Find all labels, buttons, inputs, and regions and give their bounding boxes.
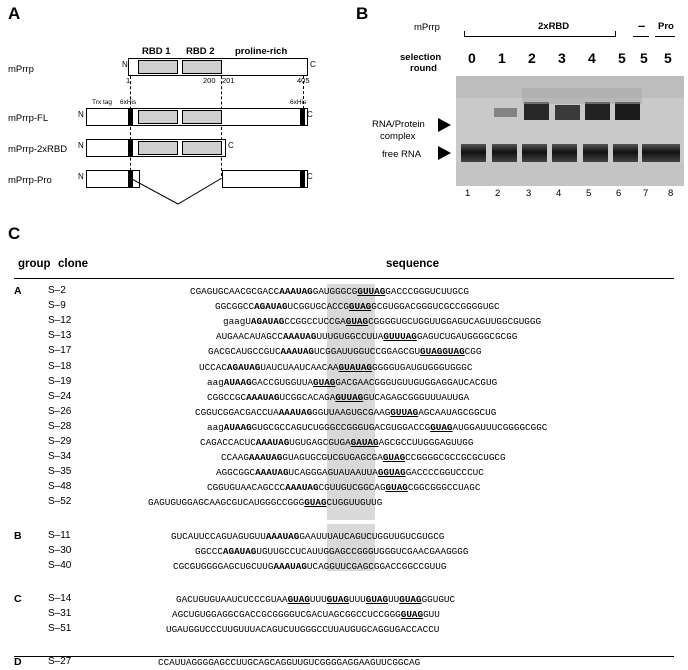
n-terminus-pro: N: [78, 172, 84, 181]
rbd2-box-mprrp: [182, 60, 222, 74]
domain-label-proline: proline-rich: [235, 46, 288, 57]
lane-num-1: 1: [465, 188, 471, 199]
sequence-text: CGAGUGCAACGCGACCAAAUAGGAUGGGCGGUUAGGACCCGGGUCUUGCG: [190, 286, 469, 297]
deletion-vee: [130, 178, 226, 206]
lane-num-2: 2: [495, 188, 501, 199]
sequence-row: [0, 329, 688, 344]
round-1: 1: [498, 50, 506, 66]
position-201: 201: [222, 76, 235, 85]
sequence-row: [0, 405, 688, 420]
pro-bracket-line: [655, 36, 675, 37]
round-2: 2: [528, 50, 536, 66]
sequence-row: [0, 284, 688, 299]
row-label-selection-2: round: [410, 63, 437, 74]
group-label: D: [14, 656, 22, 669]
clone-label: S–13: [48, 330, 72, 342]
position-405: 405: [297, 76, 310, 85]
sequence-row: [0, 495, 688, 510]
c-terminus-mprrp: C: [310, 60, 316, 69]
column-header-clone: clone: [58, 258, 89, 270]
group-label: A: [14, 285, 22, 297]
rbd1-box-fl: [138, 110, 178, 124]
clone-label: S–30: [48, 544, 72, 556]
sequence-text: CAGACCACUCAAAUAGUGUGAGCGUGAGAUAGAGCGCCUUGGGAGUUGG: [200, 437, 474, 448]
sequence-text: GAGUGUGGAGCAAGCGUCAUGGGCCGGGGUAGCUGGUUGUUG: [148, 497, 383, 509]
sequence-row: [0, 559, 688, 574]
domain-label-rbd1: RBD 1: [142, 46, 171, 57]
round-3: 3: [558, 50, 566, 66]
sequence-text: AGCUGUGGAGGCGACCGCGGGGUCGACUAGCGGCCUCCGGGGUAGGUU: [172, 608, 440, 620]
lane-num-8: 8: [668, 188, 674, 199]
c-terminus-fl: C: [307, 110, 313, 119]
group-bracket-tick-right: [615, 31, 616, 37]
his-tag-block-2xrbd: [128, 139, 133, 157]
c-terminus-2xrbd: C: [228, 141, 234, 150]
guide-dash-1: [130, 76, 131, 176]
clone-label: S–17: [48, 345, 72, 357]
position-200: 200: [203, 76, 216, 85]
group-label-2xrbd: 2xRBD: [538, 21, 570, 32]
header-rule-top: [14, 278, 674, 279]
construct-bar-pro-right: [222, 170, 308, 188]
group-bracket-tick-left: [464, 31, 465, 37]
clone-label: S–14: [48, 592, 72, 604]
sequence-row: [0, 529, 688, 544]
clone-label: S–35: [48, 466, 72, 478]
panel-b: [352, 0, 688, 210]
clone-label: S–28: [48, 420, 72, 432]
construct-label-mprrp-fl: mPrrp-FL: [8, 113, 49, 124]
sequence-row: [0, 420, 688, 435]
rbd2-box-fl: [182, 110, 222, 124]
panel-c-letter: C: [8, 224, 21, 243]
arrow-free-rna-icon: [438, 146, 451, 160]
clone-label: S–29: [48, 436, 72, 447]
his-tag-label-1: 6xHis: [120, 99, 137, 106]
his-tag-block-fl-right: [300, 108, 305, 126]
gel-bands: [456, 76, 684, 186]
sequence-text: AGGCGGCAAAUAGUCAGGGAGUAUAAUUAGGUAGGACCCCGGUCCCUC: [216, 467, 484, 479]
clone-label: S–34: [48, 451, 72, 463]
sequence-text: GGCGGCCAGAUAGUCGGUGCACCGGUAGGCGUGGACGGGUCGCCGGGGUGC: [215, 301, 500, 313]
his-tag-block-fl-left: [128, 108, 133, 126]
sequence-row: [0, 607, 688, 622]
round-5b: 5: [640, 50, 648, 66]
rbd1-box-mprrp: [138, 60, 178, 74]
lane-num-5: 5: [586, 188, 592, 199]
sequence-row: [0, 360, 688, 375]
lane-num-6: 6: [616, 188, 622, 199]
sequence-text: GACGCAUGCCGUCAAAUAGUCGGAUUGGUCCGGAGCGUGUAGGUAGCGG: [208, 346, 482, 358]
sequence-row: [0, 435, 688, 450]
clone-label: S–9: [48, 300, 66, 312]
guide-dash-2: [221, 76, 222, 176]
sequence-row: [0, 375, 688, 390]
sequence-text: aagAUAAGGACCGUGGUUAGUAGGACGAACGGGUGUUGUGGAGGAUCACGUG: [207, 376, 498, 388]
label-pro: Pro: [658, 21, 674, 32]
group-bracket-line: [464, 36, 616, 37]
sequence-text: CCAUUAGGGGAGCCUUGCAGCAGGUUGUCGGGGAGGAAGUUCGGCAG: [158, 657, 421, 669]
his-tag-block-pro-right: [300, 170, 305, 188]
annotation-complex-line2: complex: [380, 131, 416, 142]
his-tag-label-2: 6xHis: [290, 99, 307, 106]
sequence-row: [0, 465, 688, 480]
position-1: 1: [126, 76, 131, 85]
sequence-text: aagAUAAGGUGCGCCAGUCUGGGCCGGGUGACGUGGACCGGUAGAUGGAUUUCGGGGCGGC: [207, 421, 548, 433]
sequence-row: [0, 299, 688, 314]
sequence-row: [0, 480, 688, 495]
clone-label: S–11: [48, 529, 71, 541]
n-terminus-fl: N: [78, 110, 84, 119]
arrow-complex-icon: [438, 118, 451, 132]
gel-image: [456, 76, 684, 186]
clone-label: S–52: [48, 496, 72, 508]
clone-label: S–12: [48, 315, 72, 327]
round-0: 0: [468, 50, 476, 66]
clone-label: S–2: [48, 285, 66, 296]
panel-a-letter: A: [8, 4, 21, 23]
domain-label-rbd2: RBD 2: [186, 46, 215, 57]
clone-label: S–24: [48, 390, 72, 402]
sequence-text: gaagUAGAUAGCCGGCCUCCGAGUAGCGGGGUGCUGGUUGGAGUCAGUUGGCGUGGG: [223, 316, 542, 328]
lane-num-3: 3: [526, 188, 532, 199]
sequence-text: CGGCCGCAAAUAGUCGGCACAGAGUUAGGUCAGAGCGGGUUUAUUGA: [207, 391, 470, 403]
sequence-row: [0, 592, 688, 607]
rbd2-box-2xrbd: [182, 141, 222, 155]
sequence-text: UGAUGGUCCCUUGUUUACAGUCUUGGGCCUUAUGUGCAGGUGACCACCU: [166, 624, 440, 635]
round-5a: 5: [618, 50, 626, 66]
sequence-row: [0, 314, 688, 329]
clone-label: S–40: [48, 559, 72, 571]
annotation-complex-line1: RNA/Protein: [372, 119, 425, 130]
panel-b-letter: B: [356, 4, 369, 23]
row-label-selection-1: selection: [400, 52, 442, 63]
clone-label: S–26: [48, 405, 72, 417]
clone-label: S–48: [48, 481, 72, 493]
construct-label-pro: mPrrp-Pro: [8, 175, 52, 186]
construct-label-mprrp: mPrrp: [8, 64, 34, 75]
group-label: C: [14, 592, 22, 605]
n-terminus-2xrbd: N: [78, 141, 84, 150]
clone-label: S–19: [48, 375, 72, 387]
lane-num-7: 7: [643, 188, 649, 199]
sequence-text: CGGUGUAACAGCCCAAAUAGCGUUGUCGGCAGGUAGCGGCGGGCCUAGC: [207, 482, 481, 494]
row-label-mprrp: mPrrp: [414, 22, 440, 33]
clone-label: S–18: [48, 360, 72, 372]
sequence-text: GACUGUGUAAUCUCCCGUAAGUAGUUUGUAGUUUGUAGUUGUAGGGUGUC: [176, 593, 456, 605]
clone-label: S–31: [48, 607, 72, 619]
sequence-row: [0, 450, 688, 465]
sequence-row: [0, 544, 688, 559]
sequence-text: CGCGUGGGGAGCUGCUUGAAAUAGUCAGGUUCGAGCGGACCGGCCGUUG: [173, 560, 447, 572]
n-terminus-mprrp: N: [122, 60, 128, 69]
annotation-free-rna: free RNA: [382, 149, 422, 160]
rbd1-box-2xrbd: [138, 141, 178, 155]
sequence-row: [0, 344, 688, 359]
label-minus: –: [638, 18, 646, 33]
sequence-text: CGGUCGGACGACCUAAAAUAGGGUUAAGUGCGAAGGUUAGAGCAAUAGCGGCUG: [195, 406, 497, 418]
round-4: 4: [588, 50, 596, 66]
trx-tag-label: Trx tag: [92, 99, 112, 106]
column-header-sequence: sequence: [386, 258, 440, 270]
round-5c: 5: [664, 50, 672, 66]
sequence-text: AUGAACAUAGCCAAAUAGUUUGUGGCCUUAGUUUAGGAGUCUGAUGGGGCGCGG: [216, 331, 518, 343]
sequence-row: [0, 655, 688, 670]
column-header-group: group: [18, 258, 51, 270]
sequence-text: GUCAUUCCAGUAGUGUUAAAUAGGAAUUUAUCAGUCUGGUUGUCGUGCG: [171, 530, 445, 542]
sequence-text: GGCCCAGAUAGUGUUGCCUCAUUGGAGCCGGGUGGGUCGAACGAAGGGG: [195, 545, 469, 557]
panel-a: [0, 0, 340, 210]
group-label: B: [14, 529, 22, 542]
panel-c: [0, 222, 688, 669]
construct-label-2xrbd: mPrrp-2xRBD: [8, 144, 68, 155]
clone-label: S–51: [48, 623, 72, 634]
lane-num-4: 4: [556, 188, 562, 199]
sequence-text: CCAAGAAAUAGGUAGUGCGUCGUGAGCGAGUAGCCGGGGCGCCGCGCUGCG: [221, 452, 506, 464]
sequence-row: [0, 390, 688, 405]
c-terminus-pro: C: [307, 172, 313, 181]
sequence-text: UCCACAGAUAGUAUCUAAUCAACAAGUAUAGGGGGUGAUGUGGGUGGGC: [199, 361, 473, 373]
sequence-row: [0, 622, 688, 637]
minus-bracket-line: [633, 36, 649, 37]
clone-label: S–27: [48, 656, 72, 668]
